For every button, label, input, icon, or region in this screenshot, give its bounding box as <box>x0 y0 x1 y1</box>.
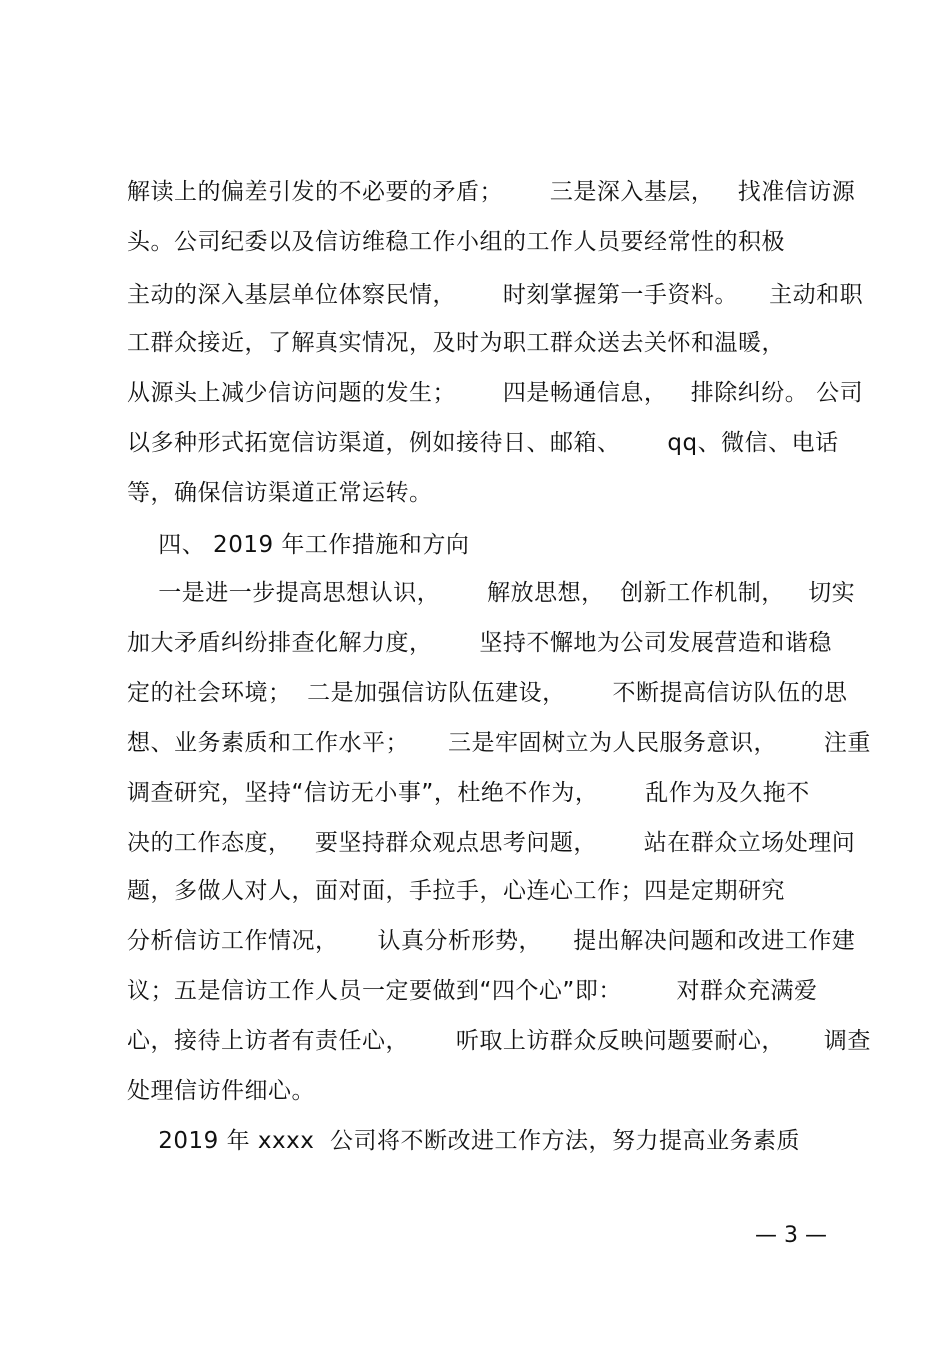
text-line: 2019 年 xxxx 公司将不断改进工作方法，努力提高业务素质 <box>127 1128 800 1154</box>
text-line: 议；五是信访工作人员一定要做到“四个心”即： 对群众充满爱 <box>127 978 818 1004</box>
text-line: 题，多做人对人，面对面，手拉手，心连心工作；四是定期研究 <box>127 878 785 904</box>
text-line: 加大矛盾纠纷排查化解力度， 坚持不懈地为公司发展营造和谐稳 <box>127 630 832 656</box>
text-line: 主动的深入基层单位体察民情， 时刻掌握第一手资料。 主动和职 <box>127 282 864 308</box>
text-line: 想、业务素质和工作水平； 三是牢固树立为人民服务意识， 注重 <box>127 730 871 756</box>
text-line: 心，接待上访者有责任心， 听取上访群众反映问题要耐心， 调查 <box>127 1028 871 1054</box>
text-line: 处理信访件细心。 <box>127 1078 315 1104</box>
text-line: 以多种形式拓宽信访渠道，例如接待日、邮箱、 qq、微信、电话 <box>127 430 839 456</box>
text-line: 分析信访工作情况， 认真分析形势， 提出解决问题和改进工作建 <box>127 928 856 954</box>
text-line: 从源头上减少信访问题的发生； 四是畅通信息， 排除纠纷。 公司 <box>127 380 864 406</box>
page-number: — 3 — <box>755 1223 827 1248</box>
text-line: 解读上的偏差引发的不必要的矛盾； 三是深入基层， 找准信访源 <box>127 179 856 205</box>
text-line: 定的社会环境； 二是加强信访队伍建设， 不断提高信访队伍的思 <box>127 680 848 706</box>
text-line: 一是进一步提高思想认识， 解放思想， 创新工作机制， 切实 <box>127 580 856 606</box>
text-line: 头。公司纪委以及信访维稳工作小组的工作人员要经常性的积极 <box>127 229 785 255</box>
text-line: 工群众接近，了解真实情况，及时为职工群众送去关怀和温暖， <box>127 330 785 356</box>
section-heading: 四、 2019 年工作措施和方向 <box>127 532 470 558</box>
text-line: 等，确保信访渠道正常运转。 <box>127 480 433 506</box>
text-line: 调查研究，坚持“信访无小事”，杜绝不作为， 乱作为及久拖不 <box>127 780 810 806</box>
text-line: 决的工作态度， 要坚持群众观点思考问题， 站在群众立场处理问 <box>127 830 856 856</box>
